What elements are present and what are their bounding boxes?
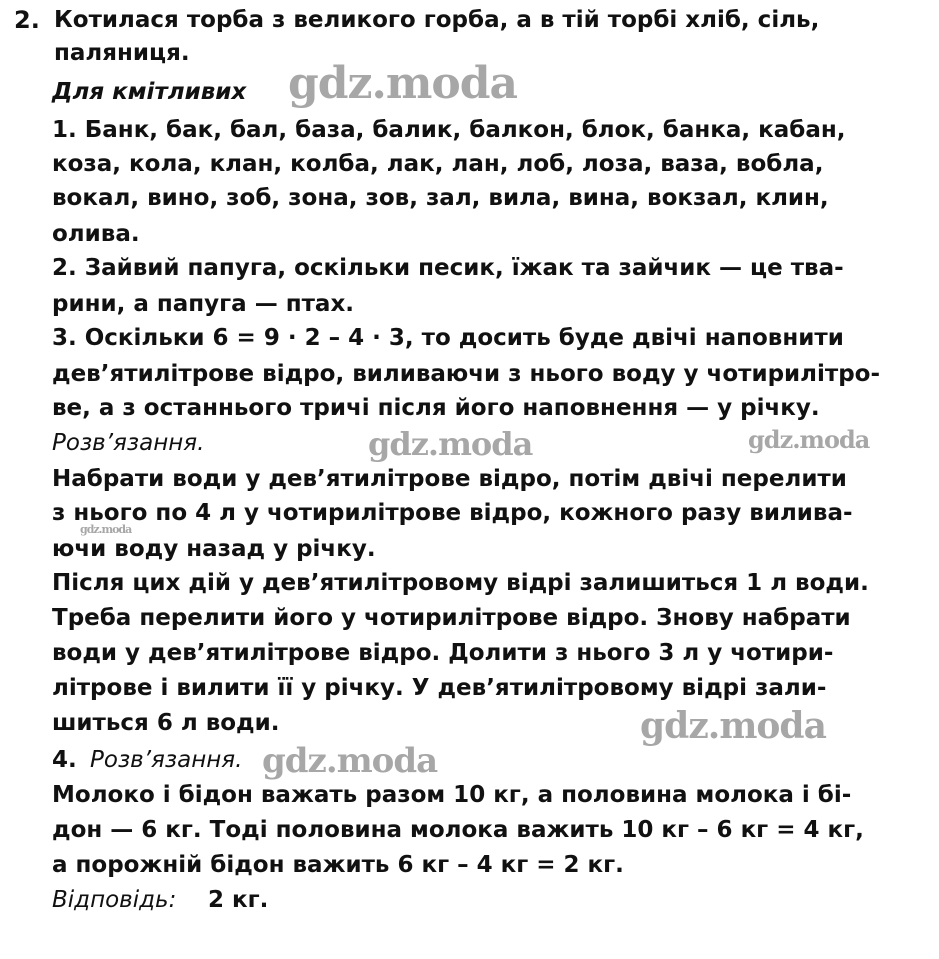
- item4-number: 4.: [52, 747, 77, 773]
- task2-line-2: паляниця.: [54, 40, 190, 66]
- solution-line-7: літрове і вилити її у річку. У дев’ятилітровому відрі зали-: [52, 675, 827, 701]
- watermark: gdz.moda: [80, 523, 132, 536]
- answer-label: Відповідь:: [52, 887, 177, 913]
- item3-line-3: ве, а з останнього тричі після його наповнення — у річку.: [52, 395, 820, 421]
- item1-line-4: олива.: [52, 221, 140, 247]
- section-heading: Для кмітливих: [52, 79, 247, 105]
- watermark: gdz.moda: [262, 741, 438, 781]
- item1-line-1: 1. Банк, бак, бал, база, балик, балкон, блок, банка, кабан,: [52, 117, 846, 143]
- solution-line-6: води у дев’ятилітрове відро. Долити з нього 3 л у чотири-: [52, 640, 834, 666]
- solution-line-5: Треба перелити його у чотирилітрове відро. Знову набрати: [52, 605, 851, 631]
- task2-line-1: [54, 4, 914, 36]
- task-number: 2.: [14, 6, 40, 34]
- answer-value: 2 кг.: [208, 887, 269, 913]
- solution-line-4: Після цих дій у дев’ятилітровому відрі залишиться 1 л води.: [52, 570, 869, 596]
- item2-line-1: 2. Зайвий папуга, оскільки песик, їжак та зайчик — це тва-: [52, 255, 844, 281]
- watermark: gdz.moda: [748, 425, 870, 454]
- item1-line-3: вокал, вино, зоб, зона, зов, зал, вила, вина, вокзал, клин,: [52, 185, 829, 211]
- item2-line-2: рини, а папуга — птах.: [52, 291, 355, 317]
- item4-label: Розв’язання.: [90, 747, 243, 773]
- solution-line-2: з нього по 4 л у чотирилітрове відро, кожного разу вилива-: [52, 500, 853, 526]
- item1-line-2: коза, кола, клан, колба, лак, лан, лоб, лоза, ваза, вобла,: [52, 151, 824, 177]
- solution-line-3: ючи воду назад у річку.: [52, 536, 376, 562]
- solution-line-1: Набрати води у дев’ятилітрове відро, потім двічі перелити: [52, 466, 847, 492]
- solution-label: Розв’язання.: [52, 430, 205, 456]
- item4-line-2: дон — 6 кг. Тоді половина молока важить 10 кг – 6 кг = 4 кг,: [52, 817, 864, 843]
- item4-line-1: Молоко і бідон важать разом 10 кг, а половина молока і бі-: [52, 782, 852, 808]
- item3-line-2: дев’ятилітрове відро, виливаючи з нього воду у чотирилітро-: [52, 361, 881, 387]
- solution-line-8: шиться 6 л води.: [52, 710, 280, 736]
- watermark: gdz.moda: [640, 705, 826, 747]
- watermark: gdz.moda: [368, 425, 533, 463]
- watermark: gdz.moda: [288, 58, 518, 109]
- task2-text-1: Котилася торба з великого горба, а в тій торбі хліб, сіль,: [54, 7, 820, 33]
- item3-line-1: 3. Оскільки 6 = 9 · 2 – 4 · 3, то досить буде двічі наповнити: [52, 325, 844, 351]
- item4-line-3: а порожній бідон важить 6 кг – 4 кг = 2 кг.: [52, 852, 624, 878]
